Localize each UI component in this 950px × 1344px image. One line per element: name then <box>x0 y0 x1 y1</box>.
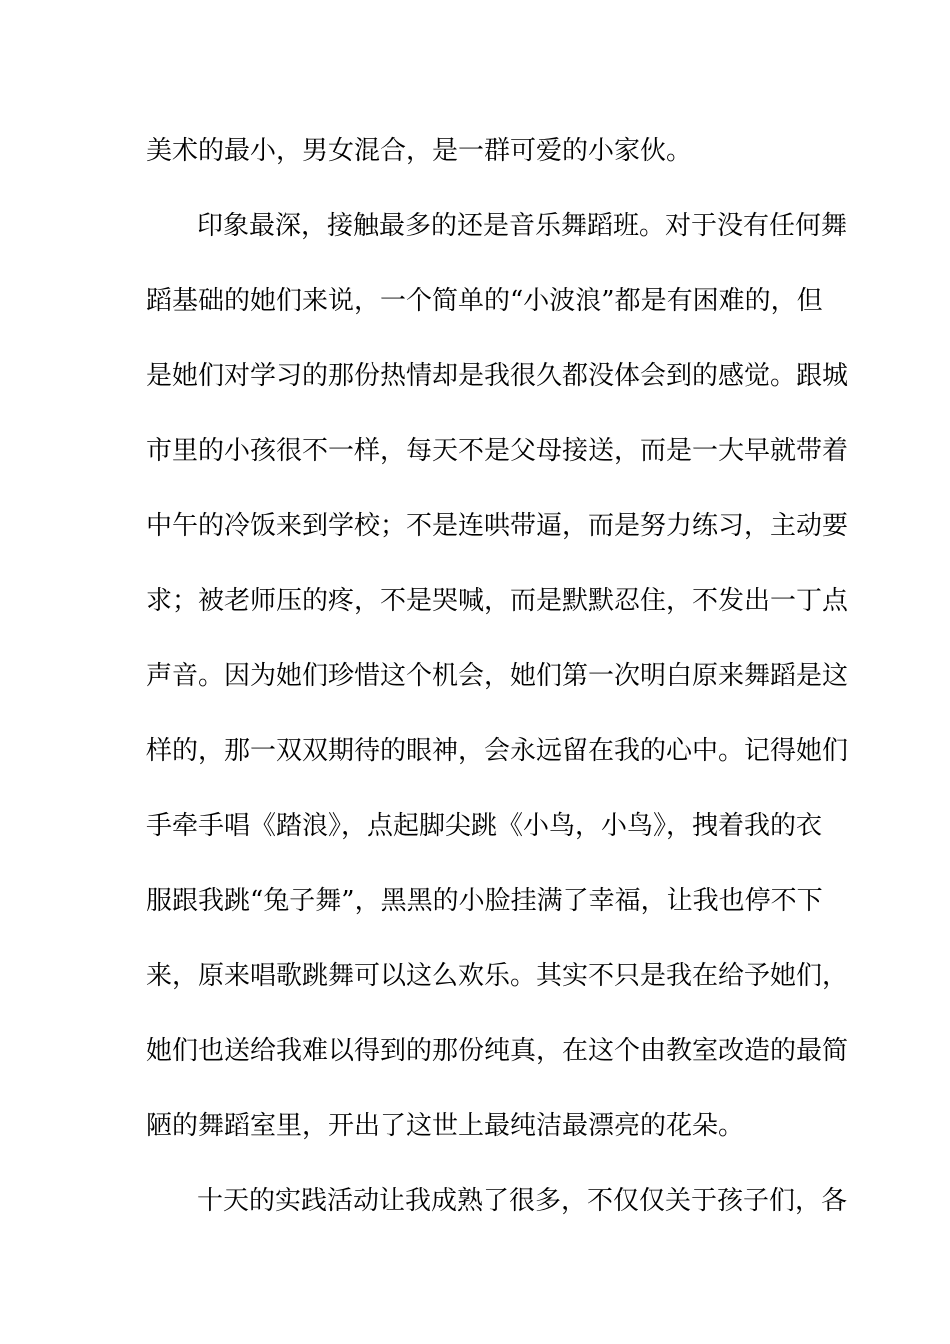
text-line-15: 十天的实践活动让我成熟了很多，不仅仅关于孩子们，各 <box>197 1186 848 1216</box>
text-line-13: 她们也送给我难以得到的那份纯真，在这个由教室改造的最简 <box>146 1036 849 1066</box>
text-line-14: 陋的舞蹈室里，开出了这世上最纯洁最漂亮的花朵。 <box>146 1111 745 1141</box>
text-line-1: 美术的最小，男女混合，是一群可爱的小家伙。 <box>146 136 693 166</box>
text-line-7: 求；被老师压的疼，不是哭喊，而是默默忍住，不发出一丁点 <box>146 586 849 616</box>
text-line-4: 是她们对学习的那份热情却是我很久都没体会到的感觉。跟城 <box>146 361 849 391</box>
text-line-5: 市里的小孩很不一样，每天不是父母接送，而是一大早就带着 <box>146 436 849 466</box>
text-line-6: 中午的冷饭来到学校；不是连哄带逼，而是努力练习，主动要 <box>146 511 849 541</box>
text-line-10: 手牵手唱《踏浪》，点起脚尖跳《小鸟，小鸟》，拽着我的衣 <box>146 811 823 841</box>
text-line-12: 来，原来唱歌跳舞可以这么欢乐。其实不只是我在给予她们， <box>146 961 849 991</box>
text-line-9: 样的，那一双双期待的眼神，会永远留在我的心中。记得她们 <box>146 736 849 766</box>
text-line-11: 服跟我跳“兔子舞”，黑黑的小脸挂满了幸福，让我也停不下 <box>146 886 823 916</box>
text-line-8: 声音。因为她们珍惜这个机会，她们第一次明白原来舞蹈是这 <box>146 661 849 691</box>
text-line-3: 蹈基础的她们来说，一个简单的“小波浪”都是有困难的，但 <box>146 286 823 316</box>
text-line-2: 印象最深，接触最多的还是音乐舞蹈班。对于没有任何舞 <box>197 211 848 241</box>
